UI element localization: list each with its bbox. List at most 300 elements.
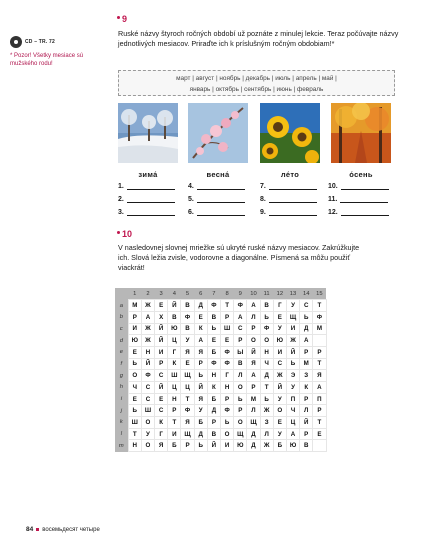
grid-letter-cell[interactable]: М — [313, 323, 326, 335]
answer-10[interactable] — [328, 183, 389, 190]
grid-letter-cell[interactable]: Ф — [181, 311, 194, 323]
answer-number: 11. — [328, 196, 338, 203]
grid-letter-cell[interactable]: А — [234, 311, 247, 323]
grid-letter-cell[interactable]: С — [141, 393, 154, 405]
autumn-photo — [331, 103, 391, 163]
grid-letter-cell[interactable]: Е — [181, 358, 194, 370]
grid-letter-cell[interactable]: Э — [286, 370, 299, 382]
grid-letter-cell[interactable]: У — [273, 323, 286, 335]
grid-letter-cell[interactable]: В — [181, 300, 194, 312]
answer-line[interactable] — [269, 196, 317, 203]
cd-track-label — [10, 36, 55, 48]
answer-number: 12. — [328, 209, 338, 216]
grid-column-header: 9 — [234, 288, 247, 300]
answer-number: 9. — [260, 209, 266, 216]
grid-letter-cell[interactable]: Й — [273, 382, 286, 394]
grid-letter-cell[interactable]: Д — [300, 323, 313, 335]
word-box — [118, 70, 395, 96]
winter-photo — [118, 103, 178, 163]
grid-letter-cell[interactable]: Л — [234, 370, 247, 382]
grid-letter-cell[interactable]: Й — [207, 440, 220, 452]
grid-letter-cell[interactable]: Ш — [168, 370, 181, 382]
answer-number: 6. — [188, 209, 194, 216]
grid-letter-cell[interactable]: Ь — [194, 370, 207, 382]
grid-letter-cell[interactable]: В — [234, 358, 247, 370]
grid-letter-cell[interactable]: Р — [128, 311, 141, 323]
grid-letter-cell[interactable]: Ж — [286, 335, 299, 347]
grid-letter-cell[interactable]: Р — [155, 358, 168, 370]
grid-letter-cell[interactable]: Й — [194, 382, 207, 394]
answer-2[interactable] — [118, 196, 175, 203]
grid-letter-cell[interactable]: Ф — [181, 405, 194, 417]
season-autumn: о́сень — [349, 170, 373, 179]
grid-letter-cell[interactable]: Р — [181, 440, 194, 452]
answer-line[interactable] — [340, 196, 388, 203]
grid-corner — [115, 288, 128, 300]
grid-column-header: 15 — [313, 288, 326, 300]
grid-letter-cell[interactable]: Т — [168, 417, 181, 429]
grid-letter-cell[interactable]: Т — [221, 300, 234, 312]
grid-letter-cell[interactable]: А — [286, 428, 299, 440]
grid-letter-cell[interactable]: С — [300, 300, 313, 312]
grid-row-label: d — [115, 335, 128, 347]
bullet-icon — [117, 231, 120, 234]
grid-letter-cell[interactable] — [313, 440, 326, 452]
grid-letter-cell[interactable]: Н — [168, 393, 181, 405]
grid-letter-cell[interactable]: Н — [128, 440, 141, 452]
grid-letter-cell[interactable]: Р — [234, 335, 247, 347]
grid-letter-cell[interactable]: Л — [260, 428, 273, 440]
answer-line[interactable] — [269, 209, 317, 216]
grid-letter-cell[interactable]: В — [207, 428, 220, 440]
grid-column-header: 12 — [273, 288, 286, 300]
grid-row — [115, 311, 326, 323]
grid-letter-cell[interactable]: Й — [155, 335, 168, 347]
grid-letter-cell[interactable]: Ж — [260, 440, 273, 452]
grid-letter-cell[interactable]: Ж — [141, 335, 154, 347]
grid-letter-cell[interactable]: Ж — [141, 323, 154, 335]
grid-letter-cell[interactable]: Б — [168, 440, 181, 452]
grid-letter-cell[interactable]: У — [194, 405, 207, 417]
grid-row — [115, 440, 326, 452]
grid-row — [115, 393, 326, 405]
grid-letter-cell[interactable]: М — [128, 300, 141, 312]
grid-letter-cell[interactable]: Е — [273, 417, 286, 429]
grid-column-header: 7 — [207, 288, 220, 300]
grid-letter-cell[interactable]: Ф — [221, 405, 234, 417]
grid-letter-cell[interactable]: Г — [155, 428, 168, 440]
grid-letter-cell[interactable]: В — [181, 323, 194, 335]
grid-letter-cell[interactable]: Р — [300, 393, 313, 405]
grid-letter-cell[interactable]: Й — [286, 346, 299, 358]
summer-photo — [260, 103, 320, 163]
grid-letter-cell[interactable]: К — [194, 323, 207, 335]
grid-letter-cell[interactable]: Ч — [260, 358, 273, 370]
grid-column-header: 4 — [168, 288, 181, 300]
answer-8[interactable] — [260, 196, 317, 203]
grid-letter-cell[interactable]: Й — [247, 346, 260, 358]
grid-letter-cell[interactable]: Т — [260, 382, 273, 394]
grid-letter-cell[interactable]: Ш — [221, 323, 234, 335]
grid-letter-cell[interactable]: Б — [273, 440, 286, 452]
grid-letter-cell[interactable]: У — [286, 300, 299, 312]
grid-letter-cell[interactable]: Й — [155, 382, 168, 394]
grid-letter-cell[interactable]: Я — [181, 417, 194, 429]
grid-letter-cell[interactable]: Ь — [128, 405, 141, 417]
answer-7[interactable] — [260, 183, 317, 190]
answer-5[interactable] — [188, 196, 245, 203]
grid-letter-cell[interactable]: Щ — [234, 428, 247, 440]
grid-letter-cell[interactable]: О — [234, 382, 247, 394]
grid-letter-cell[interactable]: О — [141, 417, 154, 429]
answer-number: 7. — [260, 183, 266, 190]
grid-letter-cell[interactable]: Е — [155, 393, 168, 405]
grid-letter-cell[interactable]: О — [128, 370, 141, 382]
grid-letter-cell[interactable]: Д — [247, 428, 260, 440]
grid-letter-cell[interactable]: Т — [128, 428, 141, 440]
grid-letter-cell[interactable]: Ц — [181, 382, 194, 394]
grid-letter-cell[interactable]: Е — [273, 311, 286, 323]
answer-line[interactable] — [127, 183, 175, 190]
grid-row — [115, 346, 326, 358]
grid-letter-cell[interactable]: Ь — [194, 440, 207, 452]
grid-letter-cell[interactable]: Ь — [221, 417, 234, 429]
grid-row-label: m — [115, 440, 128, 452]
answer-1[interactable] — [118, 183, 175, 190]
answer-9[interactable] — [260, 209, 317, 216]
grid-letter-cell[interactable]: И — [221, 440, 234, 452]
season-winter: зима́ — [138, 170, 158, 179]
grid-letter-cell[interactable]: Ф — [221, 358, 234, 370]
grid-letter-cell[interactable]: Р — [168, 405, 181, 417]
page-number: 84 — [26, 526, 34, 533]
grid-row-label: a — [115, 300, 128, 312]
grid-letter-cell[interactable]: Й — [168, 300, 181, 312]
grid-letter-cell[interactable]: Ф — [260, 323, 273, 335]
bullet-icon — [117, 16, 120, 19]
grid-letter-cell[interactable]: Е — [221, 335, 234, 347]
grid-letter-cell[interactable]: Ц — [168, 335, 181, 347]
grid-letter-cell[interactable]: Щ — [181, 370, 194, 382]
grid-letter-cell[interactable]: Е — [155, 300, 168, 312]
grid-letter-cell[interactable]: Р — [300, 346, 313, 358]
spring-photo — [188, 103, 248, 163]
grid-column-header: 2 — [141, 288, 154, 300]
grid-column-header: 6 — [194, 288, 207, 300]
answer-line[interactable] — [269, 183, 317, 190]
grid-letter-cell[interactable]: Ы — [234, 346, 247, 358]
grid-letter-cell[interactable]: О — [141, 440, 154, 452]
grid-letter-cell[interactable]: А — [194, 335, 207, 347]
grid-letter-cell[interactable]: С — [155, 405, 168, 417]
grid-row-label: i — [115, 393, 128, 405]
grid-letter-cell[interactable]: Е — [128, 346, 141, 358]
grid-letter-cell[interactable]: Ь — [260, 393, 273, 405]
grid-letter-cell[interactable]: Д — [247, 440, 260, 452]
grid-letter-cell[interactable]: Р — [221, 393, 234, 405]
answer-number: 2. — [118, 196, 124, 203]
grid-row-label: e — [115, 346, 128, 358]
grid-letter-cell[interactable]: У — [273, 428, 286, 440]
grid-row — [115, 358, 326, 370]
grid-letter-cell[interactable]: Ю — [286, 440, 299, 452]
season-summer: ле́то — [280, 170, 300, 179]
grid-column-header: 11 — [260, 288, 273, 300]
grid-letter-cell[interactable]: Е — [194, 311, 207, 323]
grid-letter-cell[interactable]: Ю — [273, 335, 286, 347]
grid-letter-cell[interactable]: Й — [155, 323, 168, 335]
grid-row-label: j — [115, 405, 128, 417]
grid-letter-cell[interactable]: Ц — [168, 382, 181, 394]
grid-row-label: f — [115, 358, 128, 370]
grid-letter-cell[interactable]: К — [168, 358, 181, 370]
grid-letter-cell[interactable]: Ф — [313, 311, 326, 323]
grid-letter-cell[interactable]: Р — [313, 405, 326, 417]
grid-letter-cell[interactable]: Ф — [234, 300, 247, 312]
grid-letter-cell[interactable]: Ь — [300, 311, 313, 323]
grid-row — [115, 405, 326, 417]
grid-column-header: 1 — [128, 288, 141, 300]
grid-letter-cell[interactable]: Я — [247, 358, 260, 370]
grid-letter-cell[interactable]: Н — [141, 346, 154, 358]
grid-letter-cell[interactable]: В — [207, 311, 220, 323]
grid-letter-cell[interactable]: Н — [221, 382, 234, 394]
grid-letter-cell[interactable]: Д — [207, 405, 220, 417]
grid-letter-cell[interactable]: Ь — [128, 358, 141, 370]
grid-letter-cell[interactable]: Ч — [286, 405, 299, 417]
grid-letter-cell[interactable]: О — [221, 428, 234, 440]
cd-icon — [10, 36, 22, 48]
grid-letter-cell[interactable]: И — [128, 323, 141, 335]
grid-letter-cell[interactable]: О — [260, 335, 273, 347]
exercise-10-number — [117, 229, 132, 239]
grid-row — [115, 428, 326, 440]
grid-letter-cell[interactable]: Ю — [128, 335, 141, 347]
grid-letter-cell[interactable]: У — [141, 428, 154, 440]
grid-letter-cell[interactable]: Ц — [286, 417, 299, 429]
grid-letter-cell[interactable]: П — [313, 393, 326, 405]
grid-letter-cell[interactable]: М — [247, 393, 260, 405]
grid-letter-cell[interactable]: Ь — [234, 393, 247, 405]
grid-letter-cell[interactable]: В — [260, 300, 273, 312]
grid-letter-cell[interactable]: П — [286, 393, 299, 405]
side-note: * Pozor! Všetky mesiace sú mužského rodu! — [10, 53, 84, 67]
grid-letter-cell[interactable]: Т — [313, 300, 326, 312]
grid-letter-cell[interactable]: Я — [194, 393, 207, 405]
grid-letter-cell[interactable]: Д — [194, 428, 207, 440]
exercise-number: 9 — [122, 14, 128, 24]
grid-letter-cell[interactable]: В — [300, 440, 313, 452]
grid-letter-cell[interactable]: Т — [313, 417, 326, 429]
word-box-line-1: март | август | ноябрь | декабрь | июль | апрель | май | — [176, 75, 337, 82]
grid-letter-cell[interactable]: Л — [247, 405, 260, 417]
grid-letter-cell[interactable]: Х — [155, 311, 168, 323]
grid-row — [115, 382, 326, 394]
grid-letter-cell[interactable]: Б — [194, 417, 207, 429]
grid-letter-cell[interactable]: Ш — [128, 417, 141, 429]
grid-letter-cell[interactable]: Г — [168, 346, 181, 358]
grid-letter-cell[interactable]: М — [300, 358, 313, 370]
grid-letter-cell[interactable]: Е — [313, 428, 326, 440]
grid-row — [115, 370, 326, 382]
grid-letter-cell[interactable]: Ж — [141, 300, 154, 312]
grid-column-header: 5 — [181, 288, 194, 300]
answer-number: 8. — [260, 196, 266, 203]
answer-number: 1. — [118, 183, 124, 190]
grid-letter-cell[interactable]: Ч — [128, 382, 141, 394]
grid-letter-cell[interactable]: В — [168, 311, 181, 323]
grid-letter-cell[interactable]: Л — [300, 405, 313, 417]
grid-column-header: 3 — [155, 288, 168, 300]
grid-letter-cell[interactable]: З — [300, 370, 313, 382]
grid-letter-cell[interactable]: У — [286, 382, 299, 394]
grid-letter-cell[interactable]: К — [207, 382, 220, 394]
season-spring: весна́ — [206, 170, 230, 179]
exercise-10-instruction: V nasledovnej slovnej mriežke sú ukryté ruské názvy mesiacov. Zakrúžkujte ich. Slová ležia zvisle, vodorovne a diagonálne. Písmená sa môžu použiť viackrát! — [118, 243, 360, 272]
grid-letter-cell[interactable]: К — [155, 417, 168, 429]
grid-letter-cell[interactable]: Ж — [273, 370, 286, 382]
word-box-line-2: январь | октябрь | сентябрь | июнь | февраль — [189, 86, 324, 93]
grid-letter-cell[interactable]: Я — [181, 346, 194, 358]
grid-letter-cell[interactable]: Й — [141, 358, 154, 370]
grid-letter-cell[interactable]: Щ — [181, 428, 194, 440]
grid-letter-cell[interactable]: Н — [207, 370, 220, 382]
grid-letter-cell[interactable]: Ю — [234, 440, 247, 452]
grid-letter-cell[interactable]: И — [168, 428, 181, 440]
grid-row-label: g — [115, 370, 128, 382]
grid-row-label: c — [115, 323, 128, 335]
grid-letter-cell[interactable]: З — [260, 417, 273, 429]
grid-letter-cell[interactable]: А — [247, 300, 260, 312]
footer-bullet-icon — [36, 528, 39, 531]
answer-line[interactable] — [127, 196, 175, 203]
answer-line[interactable] — [341, 209, 389, 216]
grid-letter-cell[interactable]: Я — [155, 440, 168, 452]
cd-track-text: CD – TR. 72 — [25, 39, 55, 45]
page-footer — [26, 526, 100, 533]
answer-line[interactable] — [197, 196, 245, 203]
grid-letter-cell[interactable]: А — [313, 382, 326, 394]
grid-letter-cell[interactable]: Ю — [168, 323, 181, 335]
answer-line[interactable] — [127, 209, 175, 216]
grid-letter-cell[interactable]: Ш — [141, 405, 154, 417]
grid-letter-cell[interactable]: Ф — [221, 346, 234, 358]
grid-letter-cell[interactable]: Р — [300, 428, 313, 440]
grid-letter-cell[interactable]: С — [155, 370, 168, 382]
exercise-number: 10 — [122, 229, 133, 239]
grid-row-label: b — [115, 311, 128, 323]
grid-letter-cell[interactable]: Ф — [141, 370, 154, 382]
answer-line[interactable] — [197, 183, 245, 190]
answer-12[interactable] — [328, 209, 389, 216]
grid-letter-cell[interactable]: Р — [221, 311, 234, 323]
grid-column-header: 14 — [300, 288, 313, 300]
grid-column-header: 10 — [247, 288, 260, 300]
grid-letter-cell[interactable]: Я — [313, 370, 326, 382]
grid-letter-cell[interactable]: Р — [234, 405, 247, 417]
answer-number: 10. — [328, 183, 338, 190]
grid-letter-cell[interactable]: Ф — [207, 358, 220, 370]
grid-letter-cell[interactable]: Т — [181, 393, 194, 405]
grid-row — [115, 335, 326, 347]
grid-letter-cell[interactable]: Р — [194, 358, 207, 370]
grid-letter-cell[interactable]: О — [234, 417, 247, 429]
answer-number: 4. — [188, 183, 194, 190]
grid-letter-cell[interactable]: С — [141, 382, 154, 394]
grid-letter-cell[interactable]: Я — [194, 346, 207, 358]
grid-row-label: l — [115, 428, 128, 440]
answer-11[interactable] — [328, 196, 388, 203]
grid-letter-cell[interactable]: Б — [207, 346, 220, 358]
grid-letter-cell[interactable]: Р — [247, 323, 260, 335]
grid-letter-cell[interactable]: Р — [247, 382, 260, 394]
grid-letter-cell[interactable]: О — [247, 335, 260, 347]
grid-letter-cell[interactable]: Ь — [260, 311, 273, 323]
grid-letter-cell[interactable]: Ф — [207, 300, 220, 312]
grid-row — [115, 417, 326, 429]
grid-column-header: 13 — [286, 288, 299, 300]
grid-row — [115, 323, 326, 335]
grid-letter-cell[interactable]: А — [141, 311, 154, 323]
word-search-grid — [115, 288, 327, 452]
grid-letter-cell[interactable]: Т — [313, 358, 326, 370]
grid-letter-cell[interactable]: Ь — [207, 323, 220, 335]
answer-3[interactable] — [118, 209, 175, 216]
grid-letter-cell[interactable]: О — [273, 405, 286, 417]
grid-letter-cell[interactable]: И — [273, 346, 286, 358]
grid-column-header: 8 — [221, 288, 234, 300]
grid-letter-cell[interactable]: Г — [221, 370, 234, 382]
answer-4[interactable] — [188, 183, 245, 190]
grid-letter-cell[interactable]: Б — [207, 393, 220, 405]
grid-letter-cell[interactable]: Д — [260, 370, 273, 382]
grid-row-label: k — [115, 417, 128, 429]
grid-letter-cell[interactable]: Д — [194, 300, 207, 312]
grid-letter-cell[interactable]: Р — [313, 346, 326, 358]
page-number-words: восемьдесят четыре — [42, 526, 100, 533]
grid-letter-cell[interactable]: Л — [247, 311, 260, 323]
grid-letter-cell[interactable]: Г — [273, 300, 286, 312]
grid-letter-cell[interactable]: С — [234, 323, 247, 335]
grid-letter-cell[interactable]: К — [300, 382, 313, 394]
grid-letter-cell[interactable] — [313, 335, 326, 347]
grid-letter-cell[interactable]: Й — [300, 417, 313, 429]
grid-letter-cell[interactable]: Е — [128, 393, 141, 405]
exercise-9-instruction: Ruské názvy štyroch ročných období už poznáte z minulej lekcie. Teraz počúvajte názvy jednotlivých mesiacov. Priraďte ich k príslušným ročným obdobiam!* — [118, 29, 399, 48]
grid-letter-cell[interactable]: Е — [207, 335, 220, 347]
grid-letter-cell[interactable]: Щ — [286, 311, 299, 323]
answer-number: 5. — [188, 196, 194, 203]
grid-letter-cell[interactable]: Ь — [286, 358, 299, 370]
grid-letter-cell[interactable]: И — [155, 346, 168, 358]
grid-letter-cell[interactable]: У — [181, 335, 194, 347]
answer-line[interactable] — [197, 209, 245, 216]
grid-letter-cell[interactable]: Н — [260, 346, 273, 358]
grid-row — [115, 300, 326, 312]
answer-line[interactable] — [341, 183, 389, 190]
grid-letter-cell[interactable]: А — [247, 370, 260, 382]
grid-letter-cell[interactable]: С — [273, 358, 286, 370]
grid-letter-cell[interactable]: А — [300, 335, 313, 347]
grid-letter-cell[interactable]: Ж — [260, 405, 273, 417]
grid-letter-cell[interactable]: Р — [207, 417, 220, 429]
grid-letter-cell[interactable]: Щ — [247, 417, 260, 429]
grid-row-label: h — [115, 382, 128, 394]
grid-letter-cell[interactable]: У — [273, 393, 286, 405]
answer-6[interactable] — [188, 209, 245, 216]
grid-letter-cell[interactable]: И — [286, 323, 299, 335]
exercise-9-number — [117, 14, 127, 24]
